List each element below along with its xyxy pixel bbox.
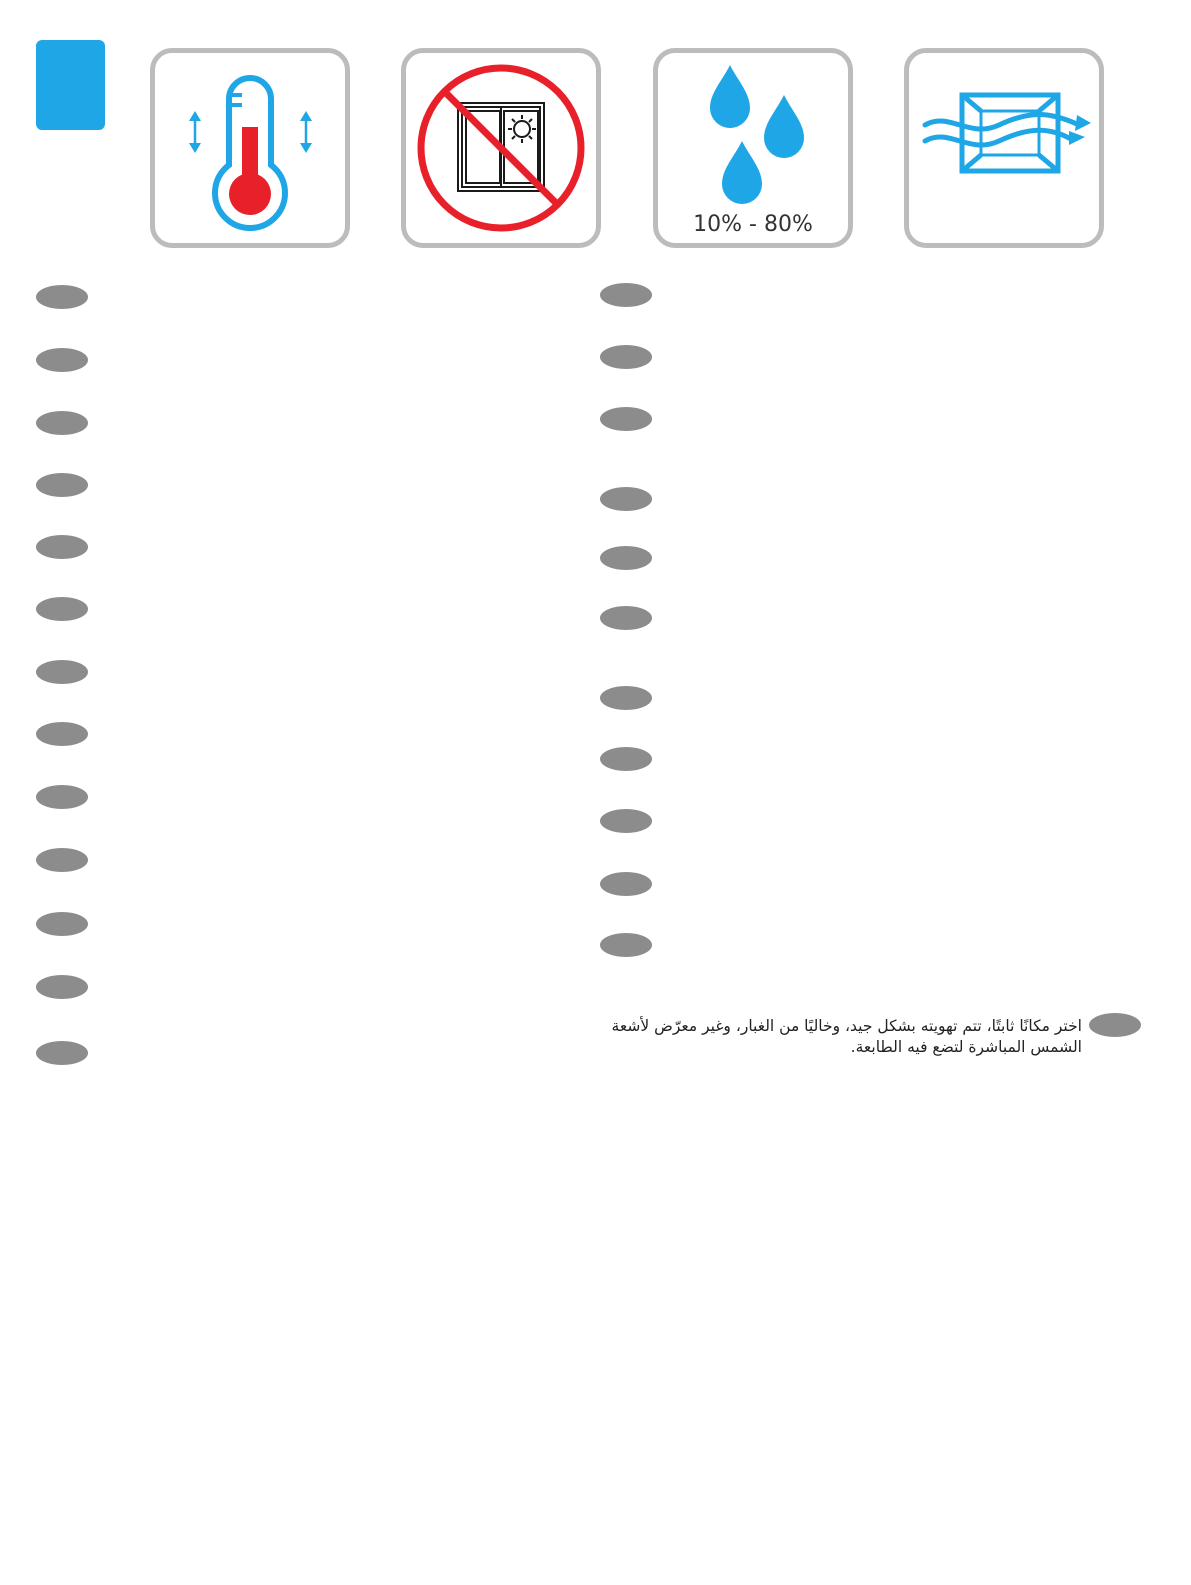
bullet-marker: [600, 747, 652, 771]
bullet-marker: [600, 546, 652, 570]
bullet-marker: [36, 1041, 88, 1065]
bullet-marker: [600, 606, 652, 630]
bullet-marker: [36, 848, 88, 872]
bullet-marker: [36, 348, 88, 372]
bullet-marker: [36, 597, 88, 621]
bullet-marker: [600, 283, 652, 307]
bullet-marker: [36, 912, 88, 936]
step-tab: [36, 40, 105, 130]
bullet-marker: [600, 872, 652, 896]
bullet-marker: [36, 473, 88, 497]
bullet-marker: [36, 660, 88, 684]
bullet-marker: [36, 285, 88, 309]
instruction-bullet-marker: [1089, 1013, 1141, 1037]
no-direct-sunlight-icon-box: [401, 48, 601, 248]
humidity-range-label: 10% - 80%: [693, 212, 813, 237]
bullet-marker: [600, 686, 652, 710]
no-sunlight-icon: [406, 53, 596, 243]
bullet-marker: [36, 785, 88, 809]
bullet-marker: [600, 487, 652, 511]
bullet-marker: [36, 722, 88, 746]
thermometer-icon: [155, 53, 345, 243]
humidity-icon-box: [653, 48, 853, 248]
bullet-marker: [600, 345, 652, 369]
temperature-range-icon-box: [150, 48, 350, 248]
bullet-marker: [36, 411, 88, 435]
ventilation-icon-box: [904, 48, 1104, 248]
airflow-icon: [909, 53, 1099, 243]
bullet-marker: [600, 933, 652, 957]
bullet-marker: [600, 407, 652, 431]
bullet-marker: [600, 809, 652, 833]
bullet-marker: [36, 975, 88, 999]
bullet-marker: [36, 535, 88, 559]
placement-instruction-text: اختر مكانًا ثابتًا، تتم تهويته بشكل جيد، وخاليًا من الغبار، وغير معرّض لأشعة الشمس المباشرة لتضع فيه الطابعة.: [611, 1017, 1082, 1056]
